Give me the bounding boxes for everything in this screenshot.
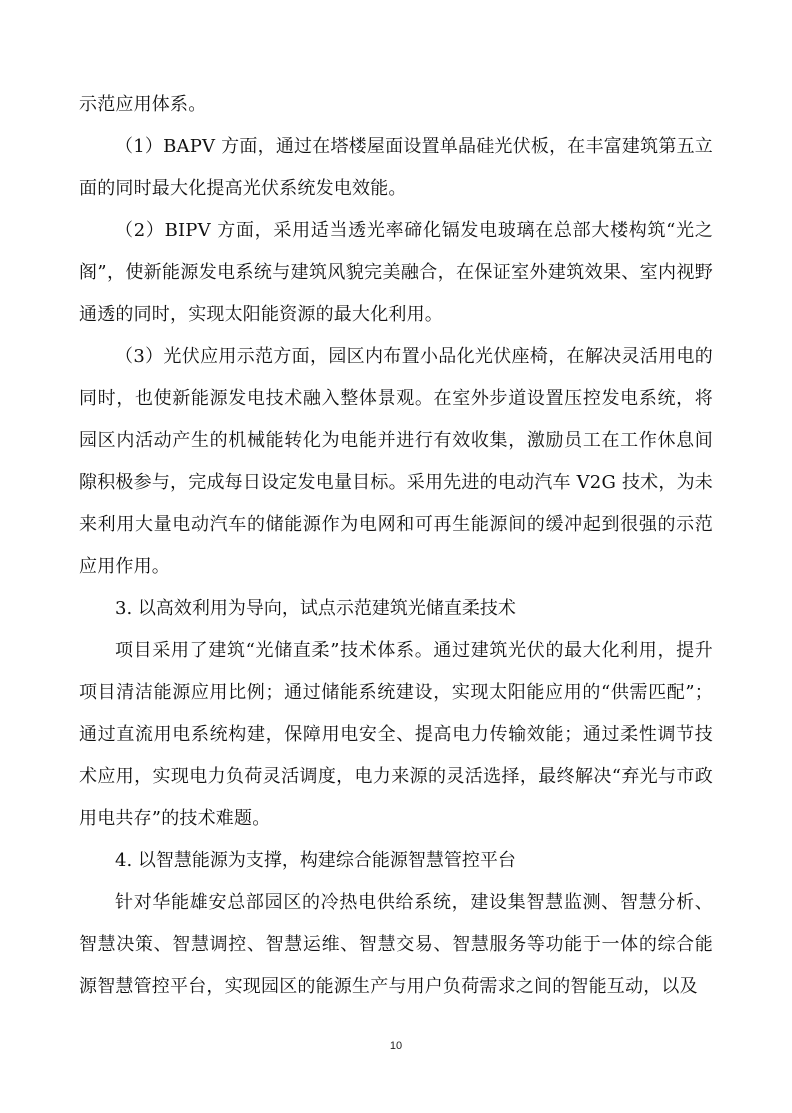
paragraph-pedf: 项目采用了建筑“光储直柔”技术体系。通过建筑光伏的最大化利用，提升项目清洁能源应用比例；通过储能系统建设，实现太阳能应用的“供需匹配”；通过直流用电系统构建，保障用电安全、提高电力传输效能；通过柔性调节技术应用，实现电力负荷灵活调度，电力来源的灵活选择，最终解决“弃光与市政用电共存”的技术难题。 [79,640,713,829]
page-body [79,84,713,1008]
paragraph-continuation: 示范应用体系。 [79,94,207,115]
paragraph-bapv: （1）BAPV 方面，通过在塔楼屋面设置单晶硅光伏板，在丰富建筑第五立面的同时最大化提高光伏系统发电效能。 [79,136,713,199]
paragraph-pv-demo: （3）光伏应用示范方面，园区内布置小品化光伏座椅，在解决灵活用电的同时，也使新能源发电技术融入整体景观。在室外步道设置压控发电系统，将园区内活动产生的机械能转化为电能并进行有效收集，激励员工在工作休息间隙积极参与，完成每日设定发电量目标。采用先进的电动汽车 V2G 技术，为未来利用大量电动汽车的储能源作为电网和可再生能源间的缓冲起到很强的示范应用作用。 [79,346,713,577]
paragraph-bipv: （2）BIPV 方面，采用适当透光率碲化镉发电玻璃在总部大楼构筑“光之阁”，使新能源发电系统与建筑风貌完美融合，在保证室外建筑效果、室内视野通透的同时，实现太阳能资源的最大化利用。 [79,220,713,325]
page-number: 10 [389,1040,403,1052]
section-heading-4: 4. 以智慧能源为支撑，构建综合能源智慧管控平台 [115,850,516,871]
section-heading-3: 3. 以高效利用为导向，试点示范建筑光储直柔技术 [115,598,516,619]
paragraph-smart-energy: 针对华能雄安总部园区的冷热电供给系统，建设集智慧监测、智慧分析、智慧决策、智慧调控、智慧运维、智慧交易、智慧服务等功能于一体的综合能源智慧管控平台，实现园区的能源生产与用户负荷需求之间的智能互动，以及 [79,892,713,997]
